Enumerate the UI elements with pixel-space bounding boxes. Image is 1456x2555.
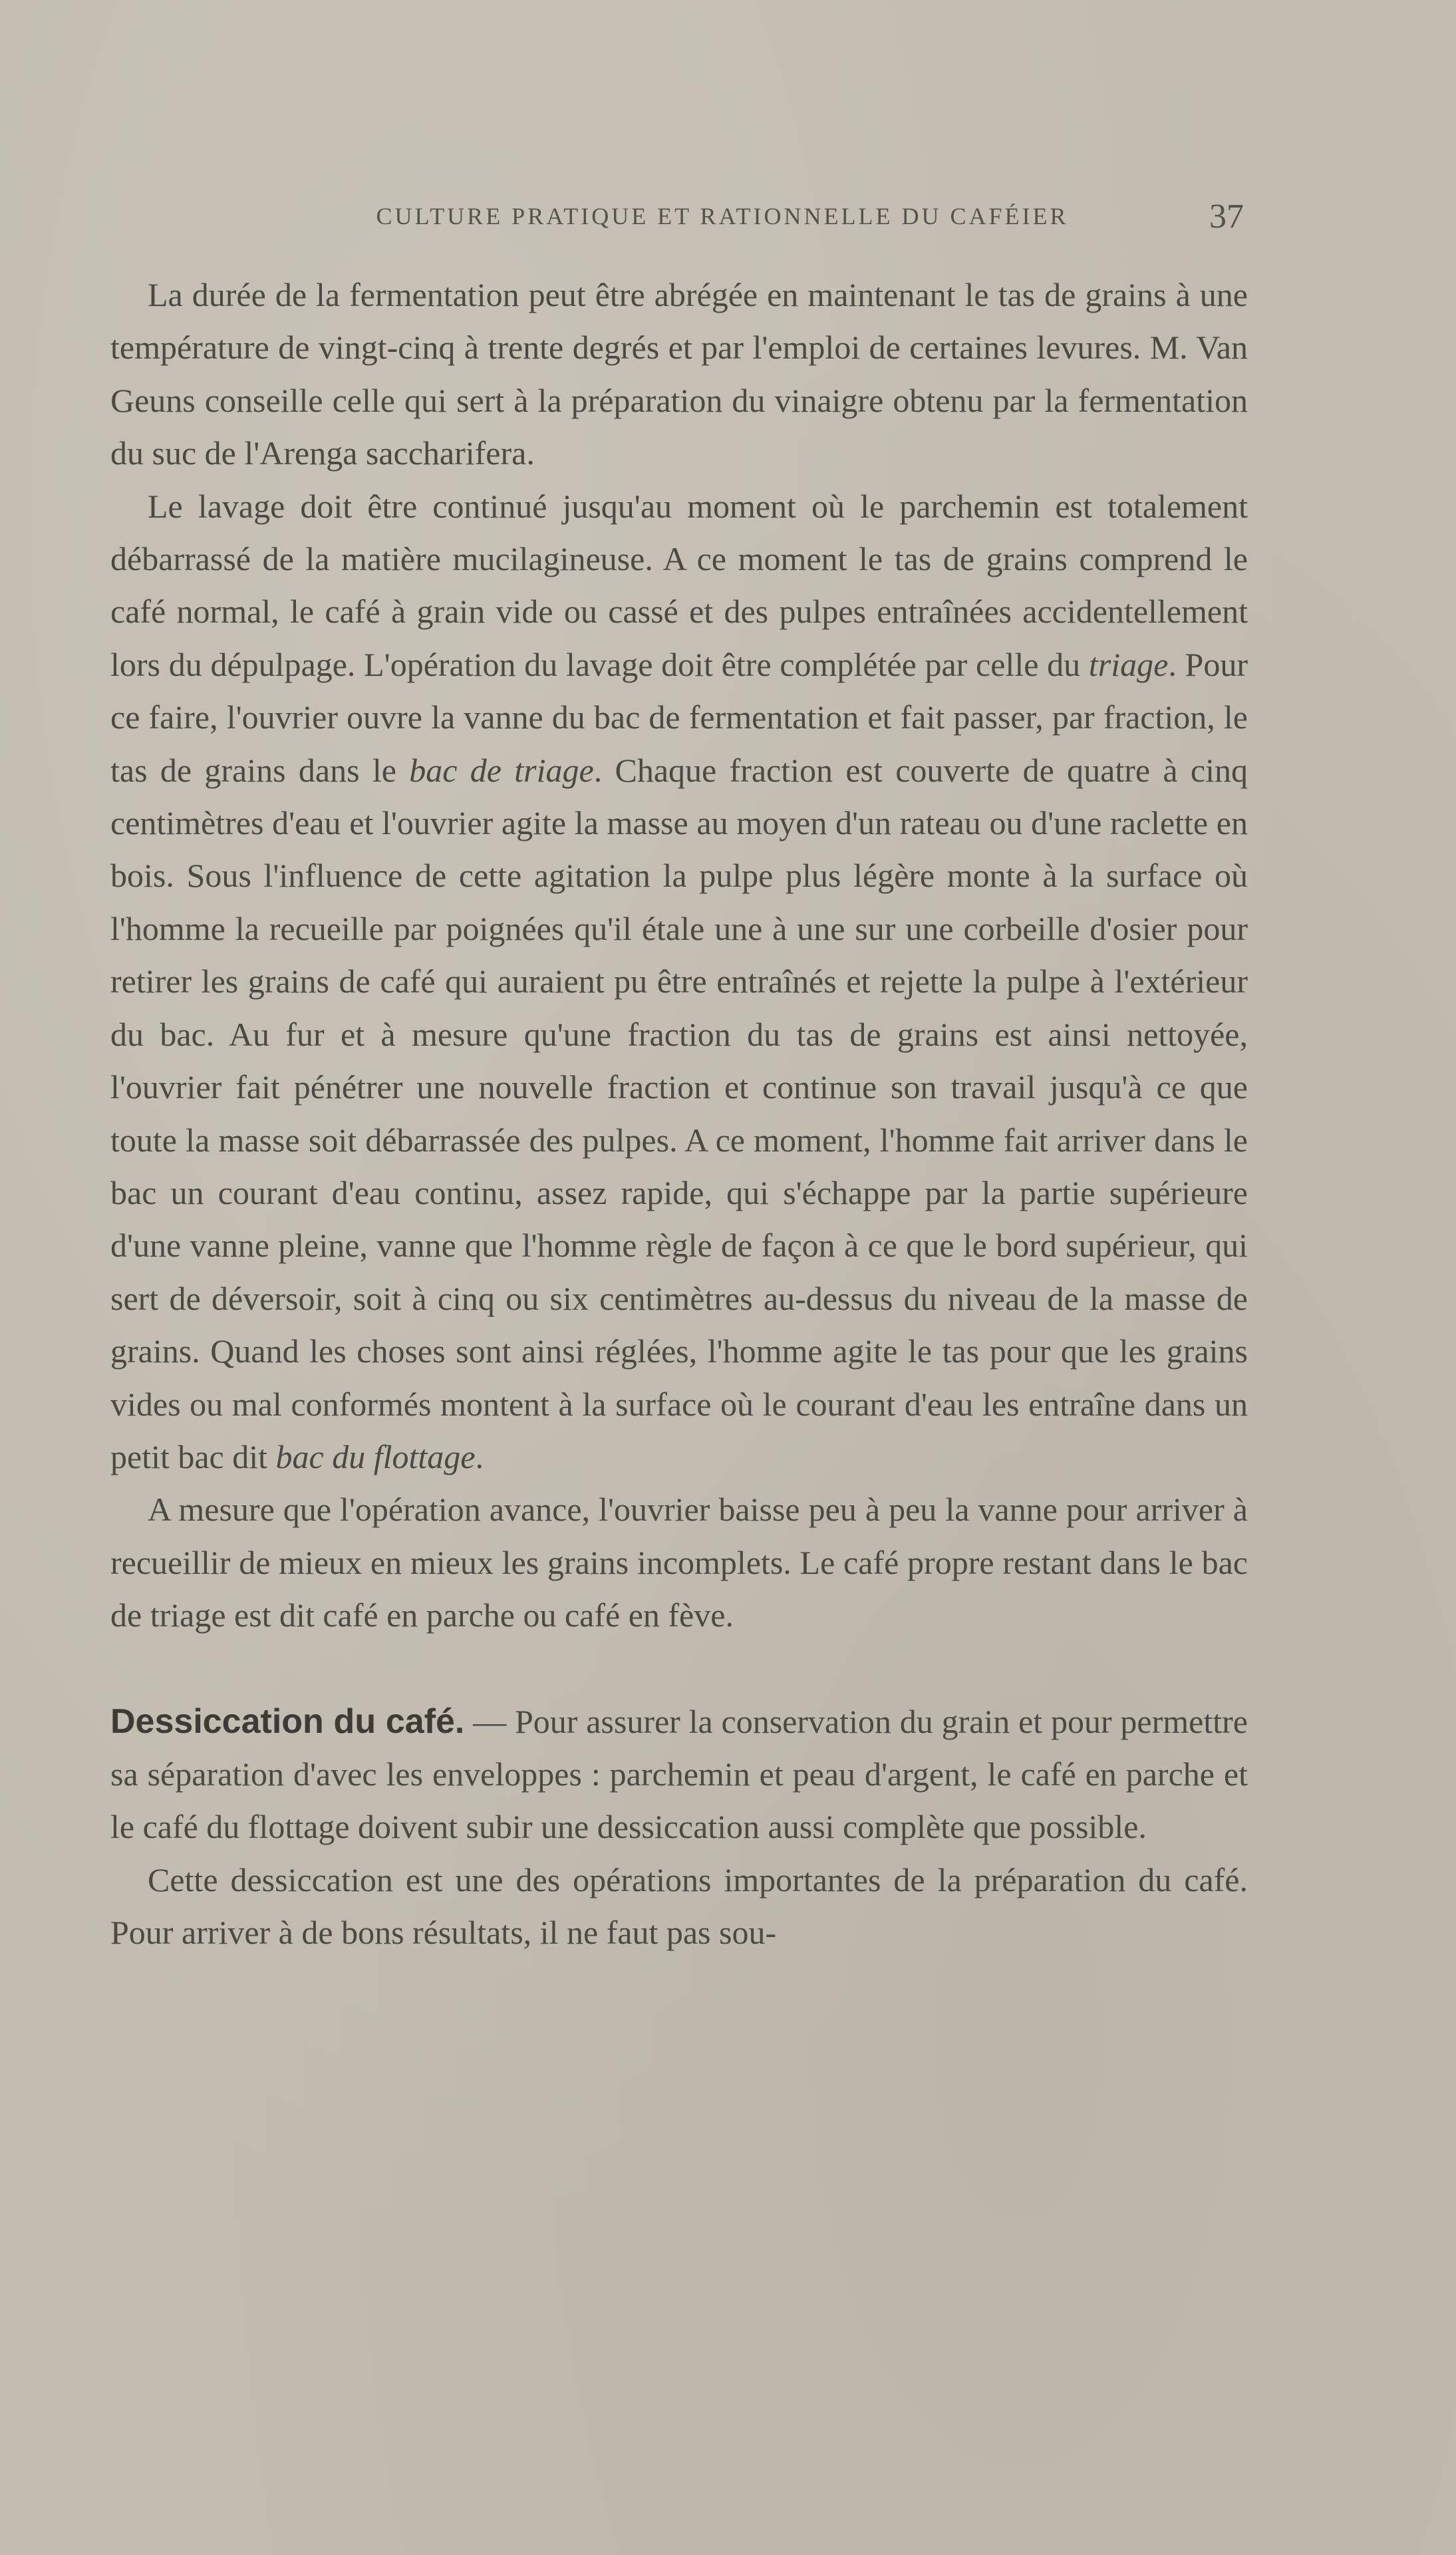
paragraph-dessiccation-importance: Cette dessiccation est une des opérations importantes de la préparation du café. Pour arriver à de bons résultats, il ne faut pas sou- [110,1861,1248,1952]
italic-term-bac-de-triage: bac de triage [409,751,594,789]
italic-term-triage: triage [1088,645,1169,683]
paragraph-text: . Pour ce faire, l'ouvrier ouvre la vanne du bac de fermentation et fait passer, par fraction, le tas de grains dans le [110,645,1248,789]
running-title: CULTURE PRATIQUE ET RATIONNELLE DU CAFÉIER [376,203,1069,229]
paragraph-fermentation: La durée de la fermentation peut être abrégée en maintenant le tas de grains à une température de vingt-cinq à trente degrés et par l'emploi de certaines levures. M. Van Geuns conseille celle qui sert à la préparation du vinaigre obtenu par la fermentation du suc de l'Arenga saccharifera. [110,276,1248,472]
paragraph-text: . Chaque fraction est couverte de quatre à cinq centimètres d'eau et l'ouvrier agite la masse au moyen d'un rateau ou d'une raclette en bois. Sous l'influence de cette agitation la pulpe plus légère monte à la surface où l'homme la recueille par poignées qu'il étale une à une sur une corbeille d'osier pour retirer les grains de café qui auraient pu être entraînés et rejette la pulpe à l'extérieur du bac. Au fur et à mesure qu'une fraction du tas de grains est ainsi nettoyée, l'ouvrier fait pénétrer une nouvelle fraction et continue son travail jusqu'à ce que toute la masse soit débarrassée des pulpes. A ce moment, l'homme fait arriver dans le bac un courant d'eau continu, assez rapide, qui s'échappe par la partie supérieure d'une vanne pleine, vanne que l'homme règle de façon à ce que le bord supérieur, qui sert de déversoir, soit à cinq ou six centimètres au-dessus du niveau de la masse de grains. Quand les choses sont ainsi réglées, l'homme agite le tas pour que les grains vides ou mal conformés montent à la surface où le courant d'eau les entraîne dans un petit bac dit [110,751,1248,1475]
italic-term-bac-du-flottage: bac du flottage [275,1437,476,1475]
paragraph-dessiccation [110,1696,1248,1854]
paragraph-text: — Pour assurer la conservation du grain et pour permettre sa séparation d'avec les enveloppes : parchemin et peau d'argent, le café en parche et le café du flottage doivent subir une dessiccation aussi complète que possible. [110,1702,1248,1846]
paragraph-text: . [475,1437,484,1475]
paragraph-text: Le lavage doit être continué jusqu'au moment où le parchemin est totalement débarrassé de la matière mucilagineuse. A ce moment le tas de grains comprend le café normal, le café à grain vide ou cassé et des pulpes entraînées accidentellement lors du dépulpage. L'opération du lavage doit être complétée par celle du [110,487,1248,683]
page-number: 37 [1209,198,1244,235]
section-heading: Dessiccation du café. [110,1702,465,1741]
paragraph-vanne: A mesure que l'opération avance, l'ouvrier baisse peu à peu la vanne pour arriver à recueillir de mieux en mieux les grains incomplets. Le café propre restant dans le bac de triage est dit café en parche ou café en fève. [110,1491,1248,1634]
page-header [0,197,1456,243]
body-text [110,269,1248,1960]
paragraph-lavage-triage [110,480,1248,1484]
